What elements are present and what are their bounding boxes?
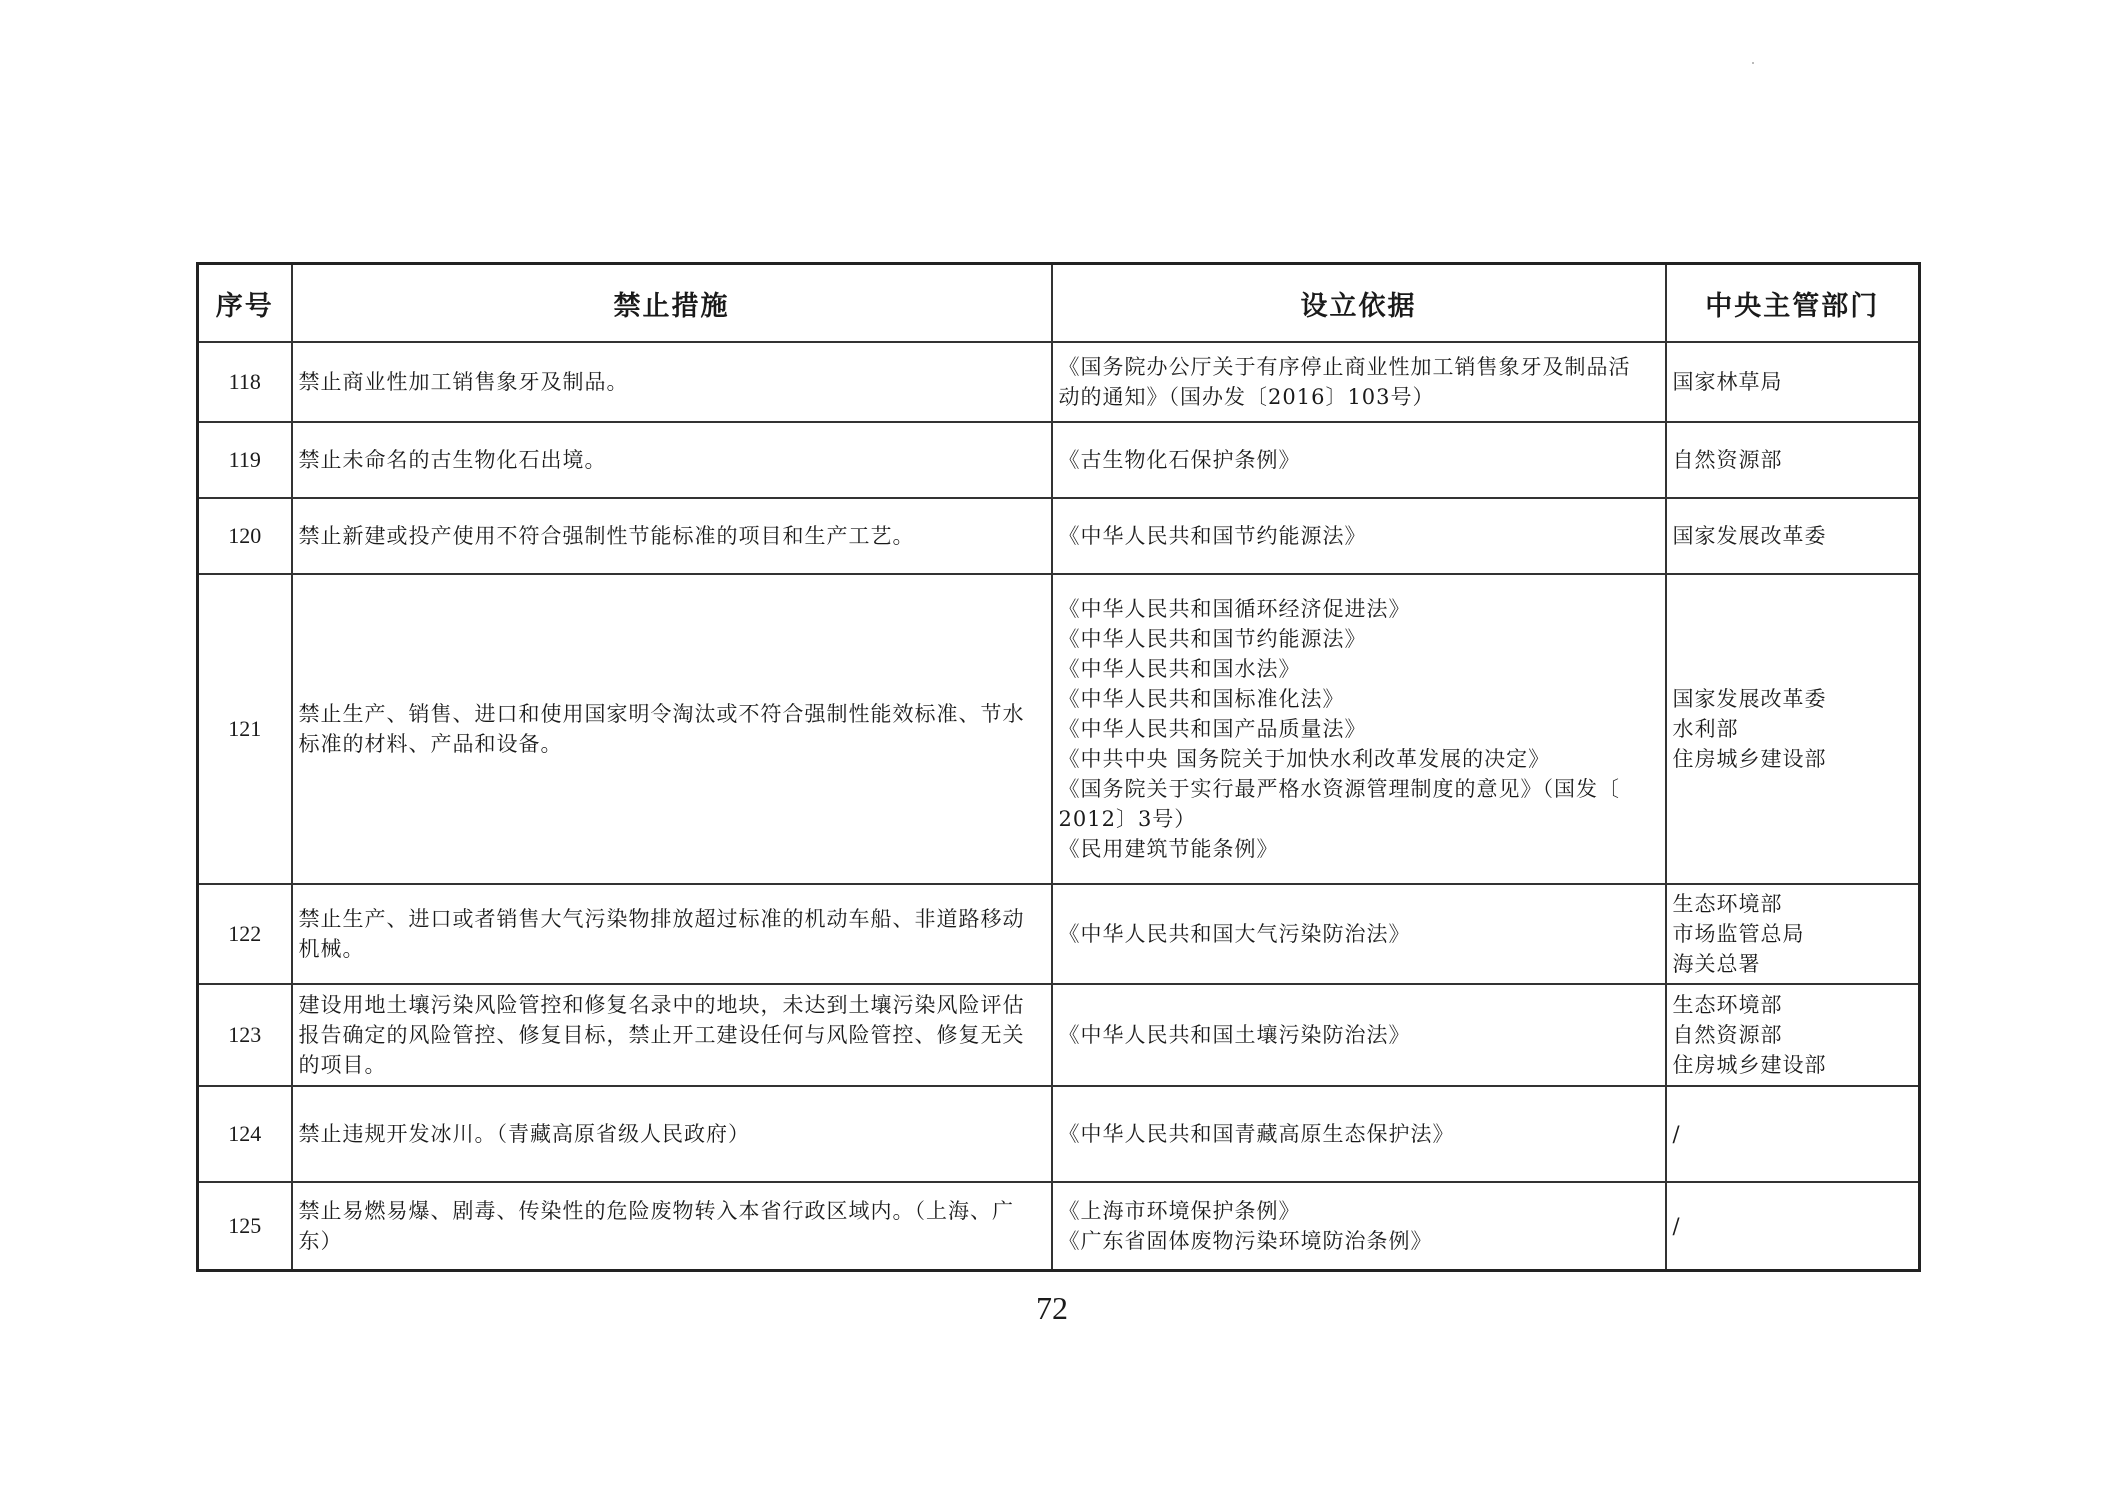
- basis-line: 《国务院关于实行最严格水资源管理制度的意见》（国发〔: [1058, 777, 1620, 801]
- row-measure: [292, 984, 1052, 1086]
- basis-line: 《中华人民共和国标准化法》: [1058, 687, 1345, 711]
- page-number: 72: [1036, 1290, 1068, 1326]
- table-row: [198, 498, 1920, 574]
- row-measure: [292, 342, 1052, 422]
- table-header-row: [198, 264, 1920, 343]
- row-seq: 122: [198, 884, 292, 984]
- dept-line: /: [1672, 1122, 1681, 1146]
- measure-line: 禁止生产、销售、进口和使用国家明令淘汰或不符合强制性能效标准、节水: [298, 702, 1025, 726]
- row-basis: [1052, 498, 1666, 574]
- table-row: [198, 422, 1920, 498]
- dept-line: 国家林草局: [1672, 370, 1783, 394]
- dept-line: 市场监管总局: [1672, 922, 1805, 946]
- dept-line: 国家发展改革委: [1672, 524, 1827, 548]
- measure-line: 报告确定的风险管控、修复目标，禁止开工建设任何与风险管控、修复无关: [298, 1023, 1025, 1047]
- row-basis: [1052, 422, 1666, 498]
- row-basis: [1052, 984, 1666, 1086]
- measure-line: 建设用地土壤污染风险管控和修复名录中的地块，未达到土壤污染风险评估: [298, 993, 1025, 1017]
- basis-line: 《古生物化石保护条例》: [1058, 448, 1301, 472]
- header-basis: 设立依据: [1052, 264, 1666, 343]
- basis-line: 《民用建筑节能条例》: [1058, 837, 1279, 861]
- dept-line: 水利部: [1672, 717, 1739, 741]
- dept-line: 生态环境部: [1672, 892, 1783, 916]
- row-measure: [292, 422, 1052, 498]
- row-measure: [292, 884, 1052, 984]
- row-basis: [1052, 1086, 1666, 1182]
- row-dept: [1666, 1086, 1920, 1182]
- prohibition-measures-table: [196, 262, 1921, 1272]
- row-measure: [292, 498, 1052, 574]
- header-dept: 中央主管部门: [1666, 264, 1920, 343]
- dept-line: 住房城乡建设部: [1672, 1053, 1827, 1077]
- row-dept: [1666, 342, 1920, 422]
- table-row: [198, 884, 1920, 984]
- basis-line: 《中华人民共和国大气污染防治法》: [1058, 922, 1411, 946]
- dept-line: 国家发展改革委: [1672, 687, 1827, 711]
- basis-line: 《中华人民共和国产品质量法》: [1058, 717, 1367, 741]
- measure-line: 禁止新建或投产使用不符合强制性节能标准的项目和生产工艺。: [298, 524, 915, 548]
- dept-line: 自然资源部: [1672, 1023, 1783, 1047]
- basis-line: 《上海市环境保护条例》: [1058, 1198, 1301, 1223]
- dept-line: 自然资源部: [1672, 448, 1783, 472]
- row-dept: [1666, 422, 1920, 498]
- basis-line: 《中华人民共和国节约能源法》: [1058, 627, 1367, 651]
- row-seq: 118: [198, 342, 292, 422]
- row-dept: [1666, 574, 1920, 884]
- row-seq: 124: [198, 1086, 292, 1182]
- measure-line: 标准的材料、产品和设备。: [298, 732, 563, 756]
- table-row: [198, 342, 1920, 422]
- basis-line: 《中华人民共和国水法》: [1058, 657, 1301, 681]
- scan-speck: [1752, 62, 1754, 64]
- dept-line: /: [1672, 1213, 1681, 1238]
- measure-line: 东）: [298, 1228, 343, 1253]
- basis-line: 《中华人民共和国青藏高原生态保护法》: [1058, 1122, 1455, 1146]
- measure-line: 禁止生产、进口或者销售大气污染物排放超过标准的机动车船、非道路移动: [298, 907, 1025, 931]
- measure-line: 机械。: [298, 937, 365, 961]
- dept-line: 海关总署: [1672, 952, 1761, 976]
- measure-line: 禁止未命名的古生物化石出境。: [298, 448, 607, 472]
- basis-line: 《国务院办公厅关于有序停止商业性加工销售象牙及制品活: [1058, 355, 1631, 379]
- row-measure: [292, 1182, 1052, 1270]
- row-basis: [1052, 574, 1666, 884]
- dept-line: 生态环境部: [1672, 993, 1783, 1017]
- table-row: [198, 1086, 1920, 1182]
- basis-line: 2012〕3号）: [1058, 807, 1197, 831]
- basis-line: 《中共中央 国务院关于加快水利改革发展的决定》: [1058, 747, 1551, 771]
- row-measure: [292, 574, 1052, 884]
- basis-line: 动的通知》（国办发〔2016〕103号）: [1058, 385, 1435, 409]
- row-seq: 119: [198, 422, 292, 498]
- row-basis: [1052, 342, 1666, 422]
- table-row: [198, 574, 1920, 884]
- row-seq: 125: [198, 1182, 292, 1270]
- measure-line: 禁止商业性加工销售象牙及制品。: [298, 370, 629, 394]
- prohibition-table-container: [196, 262, 1918, 1272]
- basis-line: 《中华人民共和国土壤污染防治法》: [1058, 1023, 1411, 1047]
- row-seq: 123: [198, 984, 292, 1086]
- row-seq: 121: [198, 574, 292, 884]
- header-measure: 禁止措施: [292, 264, 1052, 343]
- row-basis: [1052, 884, 1666, 984]
- row-dept: [1666, 498, 1920, 574]
- row-dept: [1666, 884, 1920, 984]
- measure-line: 禁止违规开发冰川。（青藏高原省级人民政府）: [298, 1122, 750, 1146]
- row-measure: [292, 1086, 1052, 1182]
- row-dept: [1666, 984, 1920, 1086]
- basis-line: 《广东省固体废物污染环境防治条例》: [1058, 1228, 1433, 1253]
- table-row: [198, 984, 1920, 1086]
- dept-line: 住房城乡建设部: [1672, 747, 1827, 771]
- basis-line: 《中华人民共和国节约能源法》: [1058, 524, 1367, 548]
- header-seq: 序号: [198, 264, 292, 343]
- basis-line: 《中华人民共和国循环经济促进法》: [1058, 597, 1411, 621]
- measure-line: 的项目。: [298, 1053, 387, 1077]
- row-seq: 120: [198, 498, 292, 574]
- row-dept: [1666, 1182, 1920, 1270]
- measure-line: 禁止易燃易爆、剧毒、传染性的危险废物转入本省行政区域内。（上海、广: [298, 1198, 1014, 1223]
- row-basis: [1052, 1182, 1666, 1270]
- table-row: [198, 1182, 1920, 1270]
